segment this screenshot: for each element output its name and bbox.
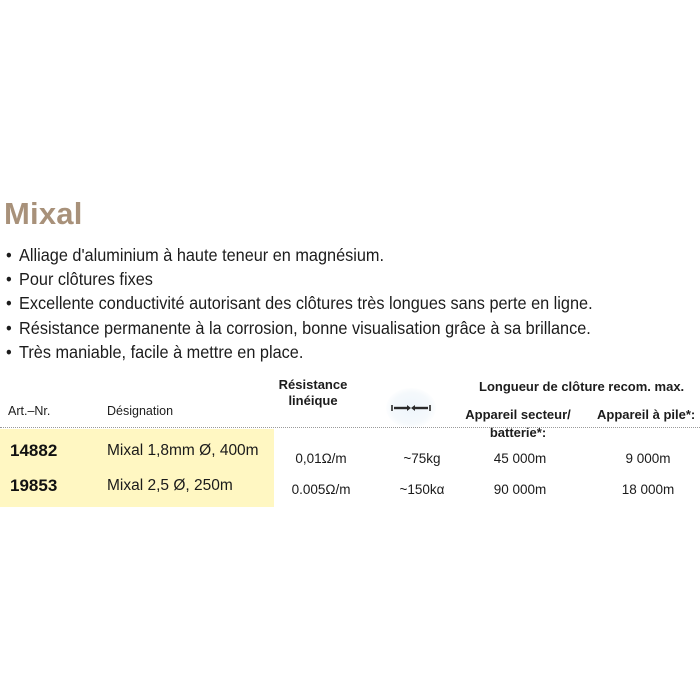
product-title: Mixal <box>4 196 83 231</box>
resistance-cell: 0.005Ω/m <box>291 482 351 497</box>
pile-cell: 18 000m <box>621 482 675 497</box>
table-divider <box>0 427 700 428</box>
header-art-nr: Art.–Nr. <box>8 404 51 418</box>
header-longueur: Longueur de clôture recom. max. <box>479 379 685 394</box>
header-pile: Appareil à pile*: <box>597 407 696 422</box>
resistance-cell: 0,01Ω/m <box>295 451 347 466</box>
article-number: 19853 <box>10 476 58 495</box>
feature-list <box>6 243 637 364</box>
header-secteur: Appareil secteur/ batterie*: <box>465 407 571 440</box>
feature-item: • Résistance permanente à la corrosion, bonne visualisation grâce à sa brillance. <box>6 317 591 338</box>
header-designation: Désignation <box>107 404 174 418</box>
header-resistance: Résistance linéique <box>278 377 348 408</box>
tension-cell: ~75kg <box>403 451 441 466</box>
feature-item: • Très maniable, facile à mettre en place. <box>6 341 304 362</box>
feature-item: • Pour clôtures fixes <box>6 269 153 290</box>
tension-cell: ~150kα <box>399 482 445 497</box>
pile-cell: 9 000m <box>625 451 671 466</box>
secteur-cell: 45 000m <box>493 451 547 466</box>
tension-strength-icon <box>386 388 436 428</box>
feature-item: • Alliage d'aluminium à haute teneur en magnésium. <box>6 245 385 265</box>
designation-cell: Mixal 2,5 Ø, 250m <box>107 477 233 494</box>
feature-item: • Excellente conductivité autorisant des clôtures très longues sans perte en ligne. <box>6 293 593 314</box>
designation-cell: Mixal 1,8mm Ø, 400m <box>107 442 259 459</box>
secteur-cell: 90 000m <box>493 482 547 497</box>
article-number: 14882 <box>10 441 58 460</box>
